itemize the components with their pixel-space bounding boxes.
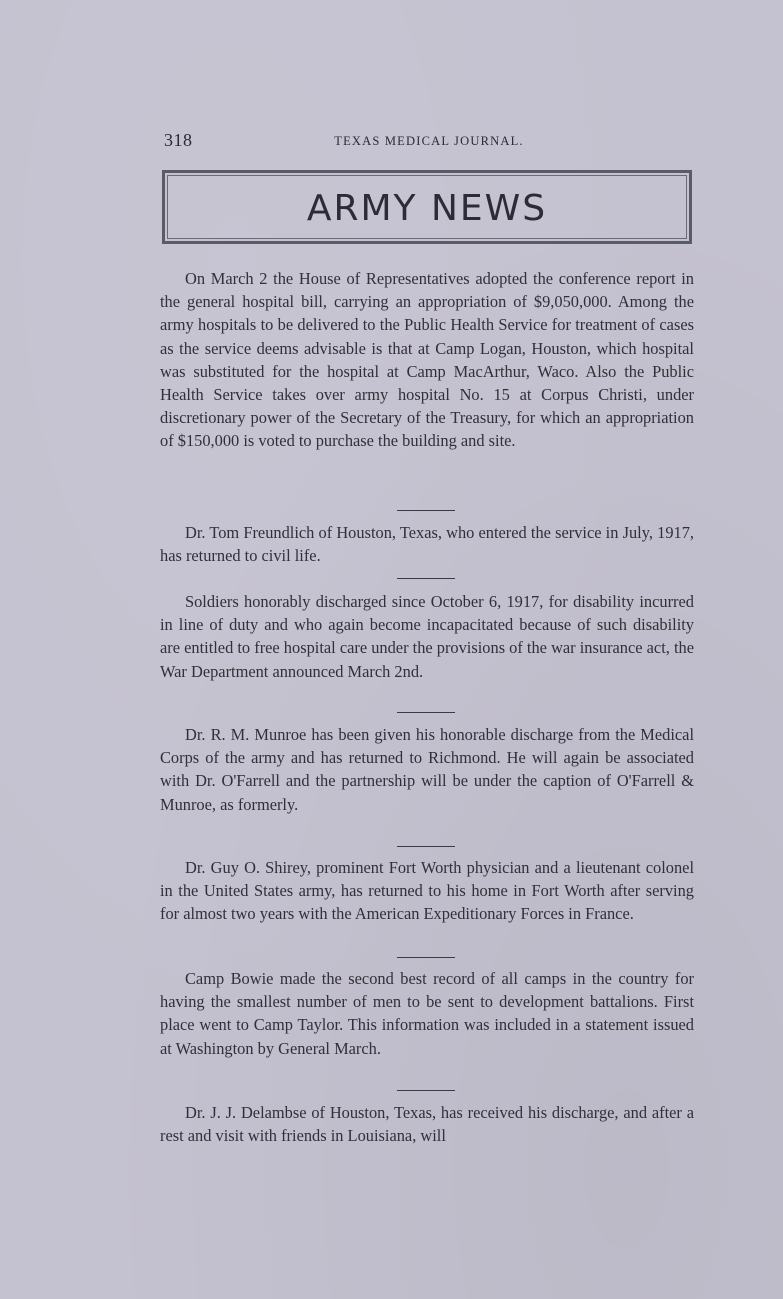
section-title: ARMY NEWS xyxy=(306,188,548,229)
article-paragraph: On March 2 the House of Representatives adopted the conference report in the general hospital bill, carrying an appropriation of $9,050,000. Among the army hospitals to be delivered to the Public Health Service for treatment of cases as the service deems advisable is that at Camp Logan, Houston, which hospital was substituted for the hospital at Camp MacArthur, Waco. Also the Public Health Service takes over army hospital No. 15 at Corpus Christi, under discretionary power of the Secretary of the Treasury, for which an appropriation of $150,000 is voted to purchase the building and site. xyxy=(160,269,694,451)
page-number: 318 xyxy=(164,130,193,150)
article-paragraph: Camp Bowie made the second best record of all camps in the country for having the smallest number of men to be sent to development battalions. First place went to Camp Taylor. This information was included in a statement issued at Washington by General March. xyxy=(160,969,694,1058)
separator-rule xyxy=(397,712,455,713)
article-paragraph: Dr. Tom Freundlich of Houston, Texas, who entered the service in July, 1917, has returned to civil life. xyxy=(160,523,694,566)
section-banner xyxy=(162,170,692,244)
separator-rule xyxy=(397,510,455,511)
journal-name: TEXAS MEDICAL JOURNAL. xyxy=(334,134,524,148)
separator-rule xyxy=(397,578,455,579)
separator-rule xyxy=(397,846,455,847)
separator-rule xyxy=(397,957,455,958)
running-head xyxy=(164,130,694,152)
article-paragraph: Soldiers honorably discharged since October 6, 1917, for disability incurred in line of duty and who again become incapacitated because of such disability are entitled to free hospital care under the provisions of the war insurance act, the War Department announced March 2nd. xyxy=(160,592,694,681)
article-paragraph: Dr. J. J. Delambse of Houston, Texas, has received his discharge, and after a rest and visit with friends in Louisiana, will xyxy=(160,1103,694,1146)
separator-rule xyxy=(397,1090,455,1091)
article-paragraph: Dr. Guy O. Shirey, prominent Fort Worth physician and a lieutenant colonel in the United States army, has returned to his home in Fort Worth after serving for almost two years with the American Expeditionary Forces in France. xyxy=(160,858,694,924)
article-paragraph: Dr. R. M. Munroe has been given his honorable discharge from the Medical Corps of the army and has returned to Richmond. He will again be associated with Dr. O'Farrell and the partnership will be under the caption of O'Farrell & Munroe, as formerly. xyxy=(160,725,694,814)
